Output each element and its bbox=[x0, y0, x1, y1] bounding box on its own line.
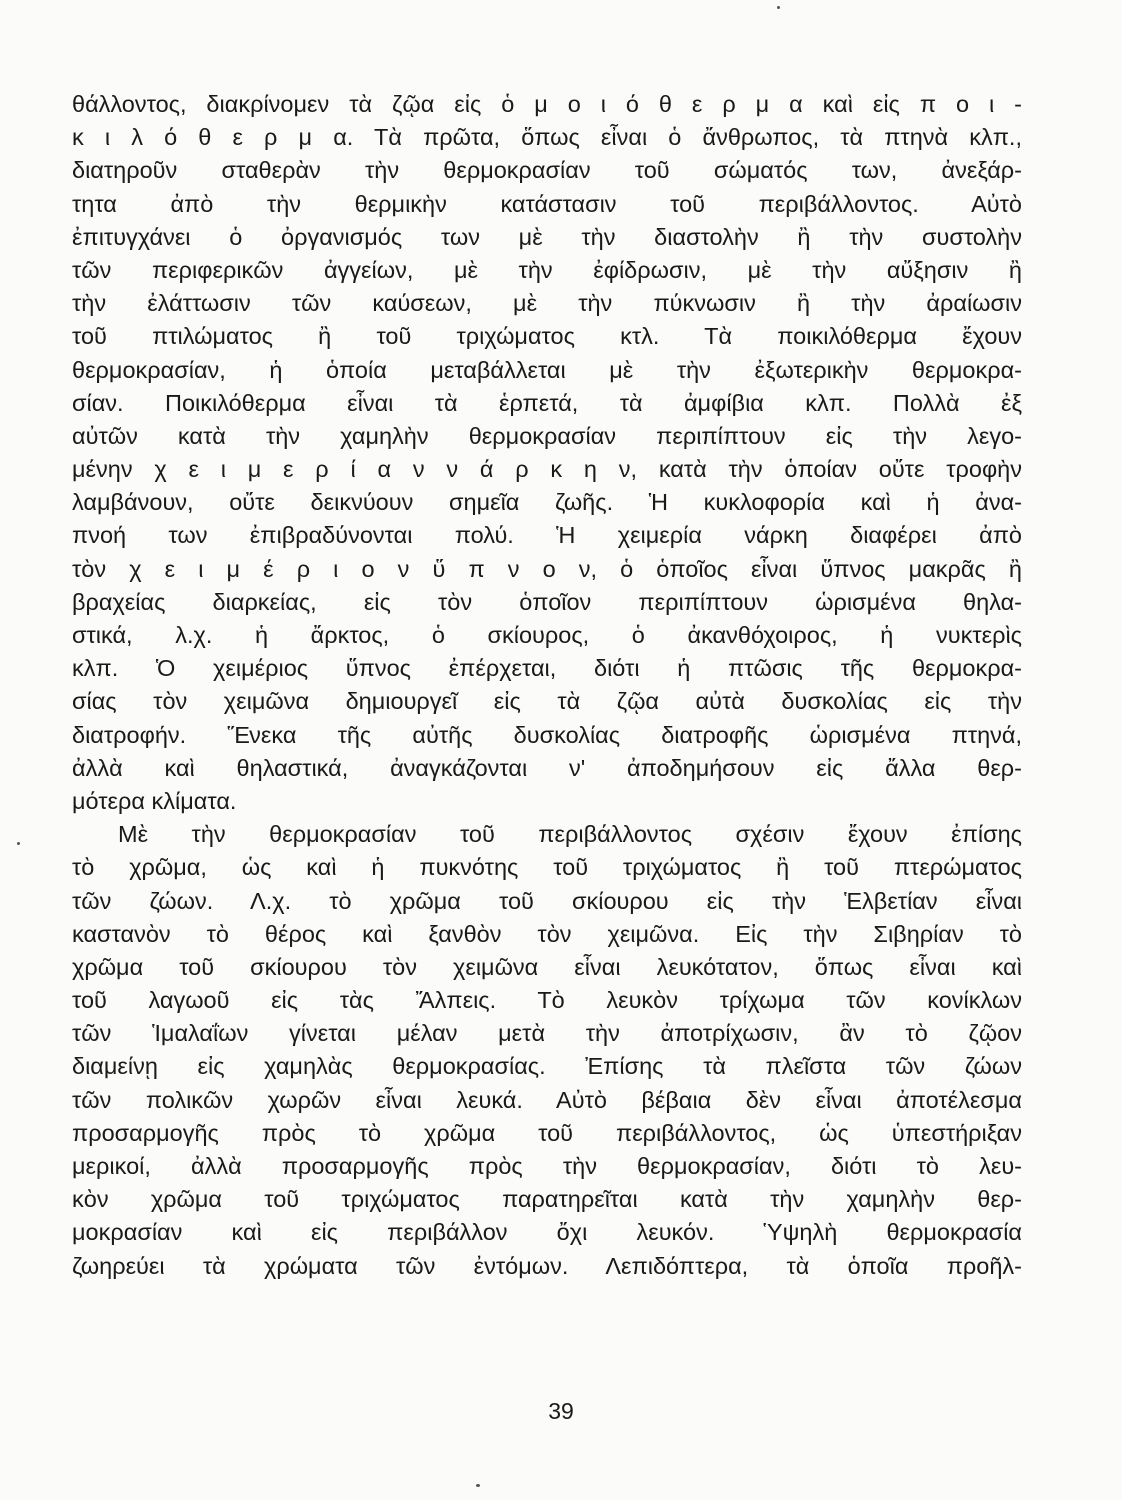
text-line: προσαρμογῆς πρὸς τὸ χρῶμα τοῦ περιβάλλοντος, ὡς ὑπεστήριξαν bbox=[72, 1119, 1022, 1146]
text-line: τητα ἀπὸ τὴν θερμικὴν κατάστασιν τοῦ περιβάλλοντος. Αὐτὸ bbox=[72, 190, 1022, 217]
text-line: τῶν περιφερικῶν ἀγγείων, μὲ τὴν ἐφίδρωσιν, μὲ τὴν αὔξησιν ἢ bbox=[72, 256, 1022, 283]
scan-speck bbox=[17, 842, 20, 845]
text-line: σίας τὸν χειμῶνα δημιουργεῖ εἰς τὰ ζῷα αὐτὰ δυσκολίας εἰς τὴν bbox=[72, 688, 1022, 715]
text-line: στικά, λ.χ. ἡ ἄρκτος, ὁ σκίουρος, ὁ ἀκανθόχοιρος, ἡ νυκτερὶς bbox=[72, 622, 1022, 648]
text-line: θάλλοντος, διακρίνομεν τὰ ζῷα εἰς ὁ μ ο ι ό θ ε ρ μ α καὶ εἰς π ο ι - bbox=[72, 91, 1022, 117]
text-line: διατροφήν. Ἕνεκα τῆς αὐτῆς δυσκολίας διατροφῆς ὡρισμένα πτηνά, bbox=[72, 721, 1022, 748]
text-line: μένην χ ε ι μ ε ρ ί α ν ν ά ρ κ η ν, κατὰ τὴν ὁποίαν οὔτε τροφὴν bbox=[72, 456, 1022, 483]
text-line: τῶν Ἱμαλαΐων γίνεται μέλαν μετὰ τὴν ἀποτρίχωσιν, ἂν τὸ ζῷον bbox=[72, 1020, 1022, 1047]
page-number: 39 bbox=[548, 1398, 574, 1424]
text-line: λαμβάνουν, οὔτε δεικνύουν σημεῖα ζωῆς. Ἡ κυκλοφορία καὶ ἡ ἀνα- bbox=[72, 489, 1022, 516]
text-line: κ ι λ ό θ ε ρ μ α. Τὰ πρῶτα, ὅπως εἶναι ὁ ἄνθρωπος, τὰ πτηνὰ κλπ., bbox=[72, 124, 1022, 151]
text-line: ἀλλὰ καὶ θηλαστικά, ἀναγκάζονται ν' ἀποδημήσουν εἰς ἄλλα θερ- bbox=[72, 754, 1022, 781]
text-line: αὐτῶν κατὰ τὴν χαμηλὴν θερμοκρασίαν περιπίπτουν εἰς τὴν λεγο- bbox=[72, 422, 1022, 449]
text-line: τὸν χ ε ι μ έ ρ ι ο ν ὕ π ν ο ν, ὁ ὁποῖος εἶναι ὕπνος μακρᾶς ἢ bbox=[72, 555, 1022, 582]
text-line: τὸ χρῶμα, ὡς καὶ ἡ πυκνότης τοῦ τριχώματος ἢ τοῦ πτερώματος bbox=[72, 854, 1022, 881]
text-line: τῶν πολικῶν χωρῶν εἶναι λευκά. Αὐτὸ βέβαια δὲν εἶναι ἀποτέλεσμα bbox=[72, 1086, 1022, 1113]
text-line: τοῦ λαγωοῦ εἰς τὰς Ἄλπεις. Τὸ λευκὸν τρίχωμα τῶν κονίκλων bbox=[72, 987, 1022, 1014]
text-line: κλπ. Ὁ χειμέριος ὕπνος ἐπέρχεται, διότι ἡ πτῶσις τῆς θερμοκρα- bbox=[72, 655, 1022, 682]
text-line: ἐπιτυγχάνει ὁ ὀργανισμός των μὲ τὴν διαστολὴν ἢ τὴν συστολὴν bbox=[72, 223, 1022, 250]
text-line: καστανὸν τὸ θέρος καὶ ξανθὸν τὸν χειμῶνα. Εἰς τὴν Σιβηρίαν τὸ bbox=[72, 920, 1022, 947]
scan-speck bbox=[476, 1484, 480, 1487]
scan-speck bbox=[777, 6, 780, 9]
text-line: κὸν χρῶμα τοῦ τριχώματος παρατηρεῖται κατὰ τὴν χαμηλὴν θερ- bbox=[72, 1186, 1022, 1213]
text-line: διαμείνῃ εἰς χαμηλὰς θερμοκρασίας. Ἐπίσης τὰ πλεῖστα τῶν ζώων bbox=[72, 1053, 1022, 1080]
paragraph-first-line: Μὲ τὴν θερμοκρασίαν τοῦ περιβάλλοντος σχέσιν ἔχουν ἐπίσης bbox=[118, 821, 1022, 848]
text-line: μοκρασίαν καὶ εἰς περιβάλλον ὄχι λευκόν. Ὑψηλὴ θερμοκρασία bbox=[72, 1219, 1022, 1246]
text-line: διατηροῦν σταθερὰν τὴν θερμοκρασίαν τοῦ σώματός των, ἀνεξάρ- bbox=[72, 157, 1022, 184]
text-line: τῶν ζώων. Λ.χ. τὸ χρῶμα τοῦ σκίουρου εἰς τὴν Ἑλβετίαν εἶναι bbox=[72, 887, 1022, 914]
text-line: πνοή των ἐπιβραδύνονται πολύ. Ἡ χειμερία νάρκη διαφέρει ἀπὸ bbox=[72, 522, 1022, 549]
text-line: τοῦ πτιλώματος ἢ τοῦ τριχώματος κτλ. Τὰ ποικιλόθερμα ἔχουν bbox=[72, 323, 1022, 350]
text-line: σίαν. Ποικιλόθερμα εἶναι τὰ ἑρπετά, τὰ ἀμφίβια κλπ. Πολλὰ ἐξ bbox=[72, 389, 1022, 416]
text-line: μερικοί, ἀλλὰ προσαρμογῆς πρὸς τὴν θερμοκρασίαν, διότι τὸ λευ- bbox=[72, 1153, 1022, 1179]
text-line: βραχείας διαρκείας, εἰς τὸν ὁποῖον περιπίπτουν ὡρισμένα θηλα- bbox=[72, 588, 1022, 615]
paragraph-last-line: μότερα κλίματα. bbox=[72, 787, 237, 814]
text-line: χρῶμα τοῦ σκίουρου τὸν χειμῶνα εἶναι λευκότατον, ὅπως εἶναι καὶ bbox=[72, 953, 1022, 980]
body-text bbox=[72, 88, 1022, 1283]
text-line: τὴν ἐλάττωσιν τῶν καύσεων, μὲ τὴν πύκνωσιν ἢ τὴν ἀραίωσιν bbox=[72, 290, 1022, 317]
text-line: θερμοκρασίαν, ἡ ὁποία μεταβάλλεται μὲ τὴν ἐξωτερικὴν θερμοκρα- bbox=[72, 356, 1022, 383]
text-line: ζωηρεύει τὰ χρώματα τῶν ἐντόμων. Λεπιδόπτερα, τὰ ὁποῖα προῆλ- bbox=[72, 1252, 1022, 1279]
